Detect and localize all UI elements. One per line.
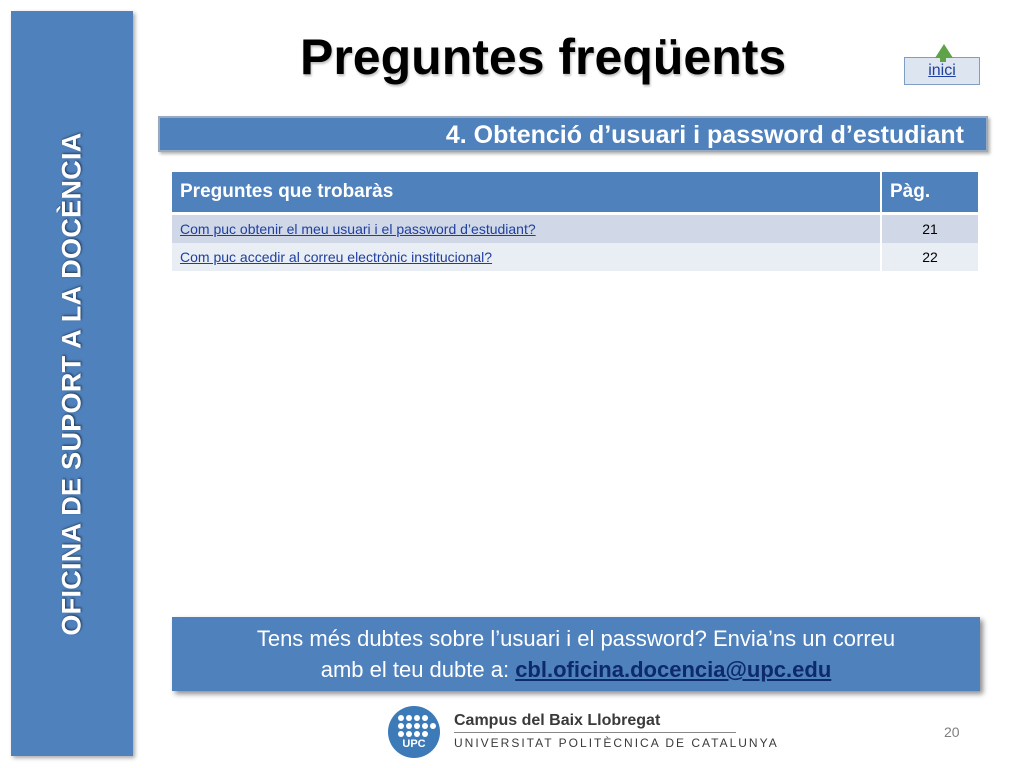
logo-dot — [414, 723, 420, 729]
sidebar-label: OFICINA DE SUPORT A LA DOCÈNCIA — [56, 131, 87, 636]
logo-dot — [406, 723, 412, 729]
page-cell: 21 — [880, 215, 978, 243]
campus-name: Campus del Baix Llobregat — [454, 712, 661, 729]
logo-dot — [422, 715, 428, 721]
logo-dot — [406, 731, 412, 737]
question-cell — [172, 243, 880, 271]
column-header-question: Preguntes que trobaràs — [172, 172, 880, 215]
logo-dot — [414, 731, 420, 737]
logo-divider — [454, 732, 736, 733]
home-button-label: inici — [928, 62, 956, 79]
logo-dot — [398, 715, 404, 721]
table-row — [172, 215, 978, 243]
sidebar-banner — [11, 11, 133, 756]
logo-dot — [414, 715, 420, 721]
contact-prefix: amb el teu dubte a: — [320, 657, 516, 682]
contact-line-1: Tens més dubtes sobre l’usuari i el password? Envia’ns un correu — [256, 626, 896, 651]
question-link[interactable]: Com puc accedir al correu electrònic institucional? — [180, 249, 493, 265]
table-row — [172, 243, 978, 271]
page-cell: 22 — [880, 243, 978, 271]
logo-dot — [430, 723, 436, 729]
question-link[interactable]: Com puc obtenir el meu usuari i el password d’estudiant? — [180, 221, 536, 237]
footer-logo — [388, 706, 779, 762]
logo-dot — [398, 731, 404, 737]
logo-text: UPC — [402, 738, 426, 750]
question-cell — [172, 215, 880, 243]
logo-dot — [406, 715, 412, 721]
upc-logo-icon — [388, 706, 440, 758]
page-title: Preguntes freqüents — [300, 29, 787, 85]
home-button[interactable] — [904, 57, 980, 85]
contact-email-link[interactable]: cbl.oficina.docencia@upc.edu — [515, 657, 832, 682]
contact-line-2 — [172, 654, 980, 685]
logo-dot — [398, 723, 404, 729]
table-header-row — [172, 172, 978, 215]
column-header-page: Pàg. — [880, 172, 978, 215]
page-number: 20 — [944, 724, 960, 740]
section-banner — [158, 116, 988, 152]
logo-dot — [422, 723, 428, 729]
contact-box — [172, 617, 980, 691]
university-name: UNIVERSITAT POLITÈCNICA DE CATALUNYA — [454, 736, 779, 750]
section-title: 4. Obtenció d’usuari i password d’estudiant — [445, 121, 964, 149]
faq-table — [172, 172, 978, 271]
logo-dot — [422, 731, 428, 737]
